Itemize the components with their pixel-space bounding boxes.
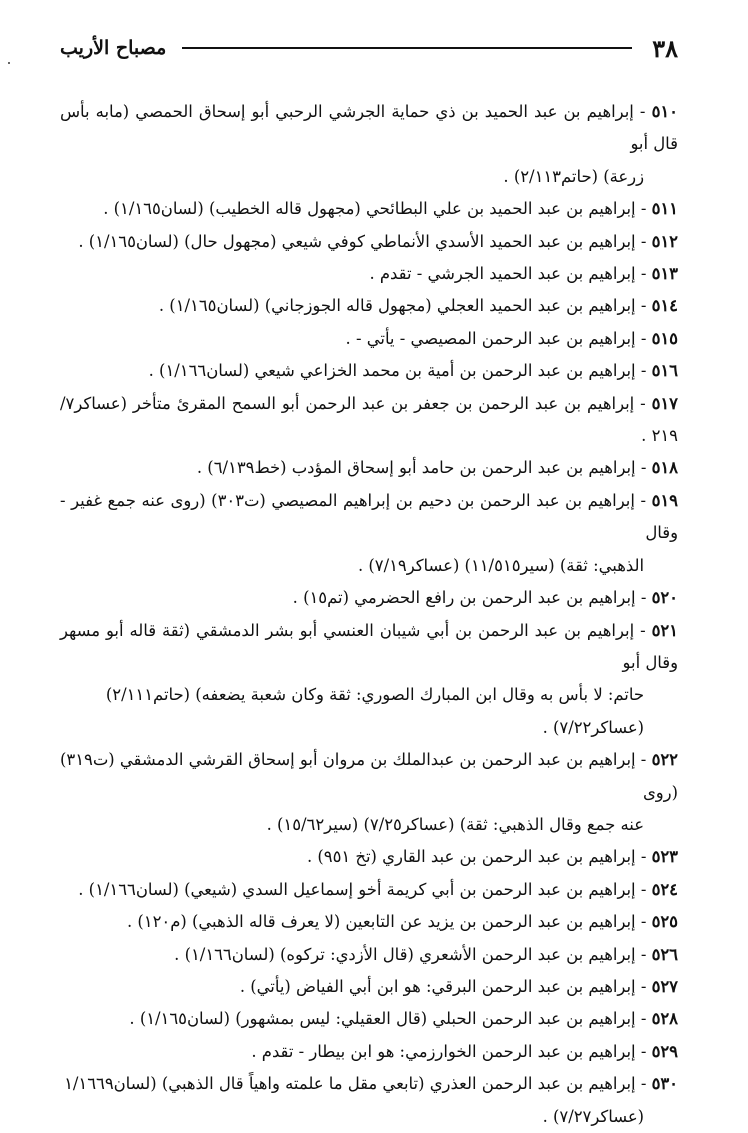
entry-number: ٥٢٤: [651, 879, 678, 899]
entry-line: ٥٢٤ - إبراهيم بن عبد الرحمن بن أبي كريمة أخو إسماعيل السدي (شيعي) (لسان١/١٦٦) .: [78, 879, 678, 899]
entry-text: زرعة) (حاتم٢/١١٣) .: [503, 166, 644, 186]
entry-line: ٥١٢ - إبراهيم بن عبد الحميد الأسدي الأنماطي كوفي شيعي (مجهول حال) (لسان١/١٦٥) .: [78, 231, 678, 251]
entry-text: إبراهيم بن عبد الحميد بن علي البطائحي (مجهول قاله الخطيب) (لسان١/١٦٥) .: [103, 199, 636, 219]
entry-number: ٥١٢: [651, 231, 678, 251]
entry-number: ٥١٤: [651, 296, 678, 316]
entry-continuation-line: [60, 161, 678, 193]
entry-text: إبراهيم بن عبد الرحمن البرقي: هو ابن أبي الفياض (يأتي) .: [239, 976, 636, 996]
entry-text: حاتم: لا بأس به وقال ابن المبارك الصوري: ثقة وكان شعبة يضعفه) (حاتم٢/١١١): [105, 685, 644, 705]
entry-line: ٥١٤ - إبراهيم بن عبد الحميد العجلي (مجهول قاله الجوزجاني) (لسان١/١٦٥) .: [158, 296, 678, 316]
entry-line: ٥٢٩ - إبراهيم بن عبد الرحمن الخوارزمي: هو ابن بيطار - تقدم .: [251, 1041, 678, 1061]
entry-number: ٥٢٣: [651, 847, 678, 867]
entry-text: إبراهيم بن عبد الرحمن الحبلي (قال العقيلي: ليس بمشهور) (لسان١/١٦٥) .: [129, 1009, 636, 1029]
entry-text: إبراهيم بن عبد الحميد بن ذي حماية الجرشي الرحبي أبو إسحاق الحمصي (مابه بأس قال أبو: [60, 102, 678, 154]
entry-number: ٥٢٩: [651, 1041, 678, 1061]
entry-continuation-line: [60, 1101, 678, 1133]
entry-number: ٥٢١: [651, 620, 678, 640]
entry-list: [60, 96, 678, 1133]
entry-number: ٥٣٠: [651, 1074, 678, 1094]
entry-text: (عساكر٧/٢٢) .: [542, 717, 644, 737]
entry-text: إبراهيم بن عبد الرحمن العذري (تابعي مقل ما علمته واهياً قال الذهبي) (لسان١/١٦٦٩: [64, 1074, 636, 1094]
entry-text: إبراهيم بن عبد الرحمن الخوارزمي: هو ابن بيطار - تقدم .: [251, 1041, 636, 1061]
entry-line: ٥١٦ - إبراهيم بن عبد الرحمن بن أمية بن محمد الخزاعي شيعي (لسان١/١٦٦) .: [148, 361, 678, 381]
entry-text: إبراهيم بن عبد الرحمن بن أبي كريمة أخو إسماعيل السدي (شيعي) (لسان١/١٦٦) .: [78, 879, 636, 899]
entry-number: ٥١٧: [651, 393, 678, 413]
entry-line: ٥١٠ - إبراهيم بن عبد الحميد بن ذي حماية الجرشي الرحبي أبو إسحاق الحمصي (مابه بأس قال أبو: [60, 102, 678, 154]
entry-number: ٥١١: [651, 199, 678, 219]
page-number: ٣٨: [652, 33, 678, 63]
entry-text: إبراهيم بن عبد الرحمن الأشعري (قال الأزدي: تركوه) (لسان١/١٦٦) .: [174, 944, 636, 964]
entry-text: إبراهيم بن عبد الرحمن بن أمية بن محمد الخزاعي شيعي (لسان١/١٦٦) .: [148, 361, 636, 381]
entry-continuation-line: [60, 809, 678, 841]
entry-line: ٥٢٢ - إبراهيم بن عبد الرحمن بن عبدالملك بن مروان أبو إسحاق القرشي الدمشقي (ت٣١٩) (روى: [60, 750, 678, 802]
entry-text: إبراهيم بن عبد الرحمن بن دحيم بن إبراهيم المصيصي (ت٣٠٣) (روى عنه جمع غفير - وقال: [60, 490, 678, 543]
entry-continuation-line: [60, 679, 678, 711]
entry-text: إبراهيم بن عبد الحميد الأسدي الأنماطي كوفي شيعي (مجهول حال) (لسان١/١٦٥) .: [78, 231, 636, 251]
entry-line: ٥٣٠ - إبراهيم بن عبد الرحمن العذري (تابعي مقل ما علمته واهياً قال الذهبي) (لسان١/١٦٦٩: [64, 1074, 678, 1094]
entry-text: إبراهيم بن عبد الرحمن بن عبدالملك بن مروان أبو إسحاق القرشي الدمشقي (ت٣١٩) (روى: [60, 750, 678, 802]
entry-text: إبراهيم بن عبد الرحمن بن يزيد عن التابعين (لا يعرف قاله الذهبي) (م١٢٠) .: [126, 912, 636, 932]
entry-text: إبراهيم بن عبد الرحمن المصيصي - يأتي - .: [345, 328, 636, 348]
entry-number: ٥٢٦: [651, 944, 678, 964]
entry-number: ٥١٥: [651, 328, 678, 348]
entry-number: ٥١٠: [651, 102, 678, 121]
entry-line: ٥١٨ - إبراهيم بن عبد الرحمن بن حامد أبو إسحاق المؤدب (خط٦/١٣٩) .: [196, 458, 678, 478]
entry-text: إبراهيم بن عبد الحميد الجرشي - تقدم .: [369, 264, 636, 284]
entry-number: ٥١٨: [651, 458, 678, 478]
entry-number: ٥٢٢: [651, 750, 678, 770]
entry-line: ٥٢٣ - إبراهيم بن عبد الرحمن بن عبد القاري (تخ ٩٥١) .: [306, 847, 678, 867]
entry-text: عنه جمع وقال الذهبي: ثقة) (عساكر٧/٢٥) (سير١٥/٦٢) .: [266, 814, 644, 834]
margin-mark: [8, 62, 10, 64]
page-header: [60, 28, 678, 68]
entry-text: إبراهيم بن عبد الرحمن بن أبي شيبان العنسي أبو بشر الدمشقي (ثقة قاله أبو مسهر وقال أبو: [60, 620, 678, 672]
entry-text: إبراهيم بن عبد الرحمن بن رافع الحضرمي (تم١٥) .: [292, 588, 636, 608]
entry-text: إبراهيم بن عبد الرحمن بن حامد أبو إسحاق المؤدب (خط٦/١٣٩) .: [196, 458, 636, 478]
entry-line: ٥١٧ - إبراهيم بن عبد الرحمن بن جعفر بن عبد الرحمن أبو السمح المقرئ متأخر (عساكر٧/ ٢١٩ .: [60, 393, 678, 446]
entry-line: ٥٢٨ - إبراهيم بن عبد الرحمن الحبلي (قال العقيلي: ليس بمشهور) (لسان١/١٦٥) .: [129, 1009, 678, 1029]
entry-text: إبراهيم بن عبد الرحمن بن جعفر بن عبد الرحمن أبو السمح المقرئ متأخر (عساكر٧/ ٢١٩ .: [60, 393, 678, 446]
entry-text: الذهبي: ثقة) (سير١١/٥١٥) (عساكر٧/١٩) .: [357, 555, 644, 575]
entry-line: ٥٢١ - إبراهيم بن عبد الرحمن بن أبي شيبان العنسي أبو بشر الدمشقي (ثقة قاله أبو مسهر وقال أبو: [60, 620, 678, 672]
entry-line: ٥٢٠ - إبراهيم بن عبد الرحمن بن رافع الحضرمي (تم١٥) .: [292, 588, 678, 608]
entry-line: ٥١٣ - إبراهيم بن عبد الحميد الجرشي - تقدم .: [369, 264, 678, 284]
entry-number: ٥٢٠: [651, 588, 678, 608]
entry-continuation-line: [60, 712, 678, 744]
header-rule: [182, 47, 632, 49]
book-title: مصباح الأريب: [60, 37, 167, 59]
entry-text: إبراهيم بن عبد الحميد العجلي (مجهول قاله الجوزجاني) (لسان١/١٦٥) .: [158, 296, 636, 316]
entry-line: ٥٢٥ - إبراهيم بن عبد الرحمن بن يزيد عن التابعين (لا يعرف قاله الذهبي) (م١٢٠) .: [126, 912, 678, 932]
entry-number: ٥١٦: [651, 361, 678, 381]
entry-number: ٥٢٨: [651, 1009, 678, 1029]
entry-number: ٥٢٧: [651, 976, 678, 996]
entry-text: إبراهيم بن عبد الرحمن بن عبد القاري (تخ ٩٥١) .: [306, 847, 636, 867]
entry-number: ٥١٩: [651, 490, 678, 510]
entry-line: ٥١٩ - إبراهيم بن عبد الرحمن بن دحيم بن إبراهيم المصيصي (ت٣٠٣) (روى عنه جمع غفير - وقال: [60, 490, 678, 543]
entry-continuation-line: [60, 550, 678, 582]
entry-line: ٥١٥ - إبراهيم بن عبد الرحمن المصيصي - يأتي - .: [345, 328, 678, 348]
entry-number: ٥٢٥: [651, 912, 678, 932]
entry-number: ٥١٣: [651, 264, 678, 284]
entry-line: ٥٢٧ - إبراهيم بن عبد الرحمن البرقي: هو ابن أبي الفياض (يأتي) .: [239, 976, 678, 996]
entry-line: ٥١١ - إبراهيم بن عبد الحميد بن علي البطائحي (مجهول قاله الخطيب) (لسان١/١٦٥) .: [103, 199, 678, 219]
entry-line: ٥٢٦ - إبراهيم بن عبد الرحمن الأشعري (قال الأزدي: تركوه) (لسان١/١٦٦) .: [174, 944, 678, 964]
entry-text: (عساكر٧/٢٧) .: [542, 1106, 644, 1126]
